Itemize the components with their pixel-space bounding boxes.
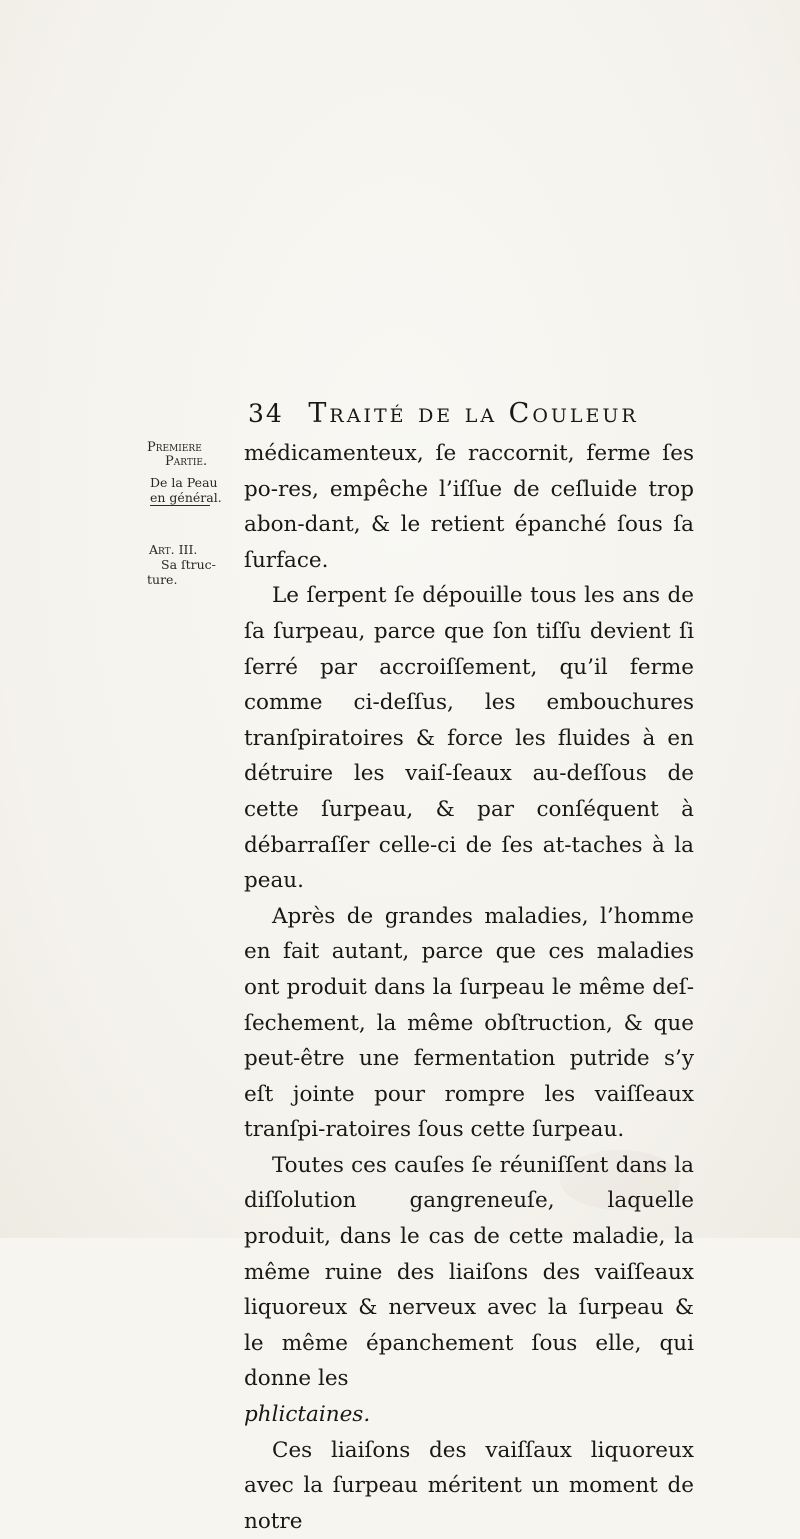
margin-peau-line1: De la Peau (150, 475, 218, 490)
margin-note-article (147, 542, 216, 587)
margin-art-line3: ture. (147, 572, 178, 587)
paragraph-5: Ces liaiſons des vaiſſaux liquoreux avec la ſurpeau méritent un moment de notre (244, 1437, 694, 1534)
paragraph-4-tail: phlictaines. (244, 1402, 371, 1428)
page-number: 34 (248, 399, 284, 428)
running-head (248, 398, 639, 429)
body-text (244, 436, 694, 1539)
paragraph-3: Après de grandes maladies, l’homme en fait autant, parce que ces maladies ont produit dans la ſurpeau le même deſ-ſechement, la même obſtruction, & que peut-être une fermentation putride s’y eſt jointe pour rompre les vaiſſeaux tranſpi-ratoires ſous cette ſurpeau. (244, 903, 694, 1143)
paragraph-2: Le ſerpent ſe dépouille tous les ans de ſa ſurpeau, parce que ſon tiſſu devient ſi ſerré par accroiſſement, qu’il ferme comme ci-deſſus, les embouchures tranſpiratoires & force les fluides à en détruire les vaiſ-ſeaux au-deſſous de cette ſurpeau, & par conſéquent à débarraſſer celle-ci de ſes at-taches à la peau. (244, 583, 694, 894)
paragraph-4: Toutes ces cauſes ſe réuniſſent dans la diſſolution gangreneuſe, laquelle produit, dans le cas de cette maladie, la même ruine des liaiſons des vaiſſeaux liquoreux & nerveux avec la ſurpeau & le même épanchement ſous elle, qui donne les (244, 1152, 694, 1392)
margin-art-line2: Sa ſtruc- (161, 557, 216, 572)
margin-part-line1: Premiere (147, 440, 202, 455)
margin-peau-line2: en général. (150, 490, 222, 505)
margin-part-line2: Partie. (165, 454, 208, 469)
margin-note-part (147, 440, 207, 469)
running-title: Traité de la Couleur (308, 398, 639, 429)
margin-art-line1: Art. III. (149, 542, 198, 557)
margin-note-subject (150, 475, 222, 506)
paragraph-1: médicamenteux, ſe raccornit, ferme ſes po-res, empêche l’iſſue de ceſluide trop abon-dant, & le retient épanché ſous ſa ſurface. (244, 441, 694, 573)
